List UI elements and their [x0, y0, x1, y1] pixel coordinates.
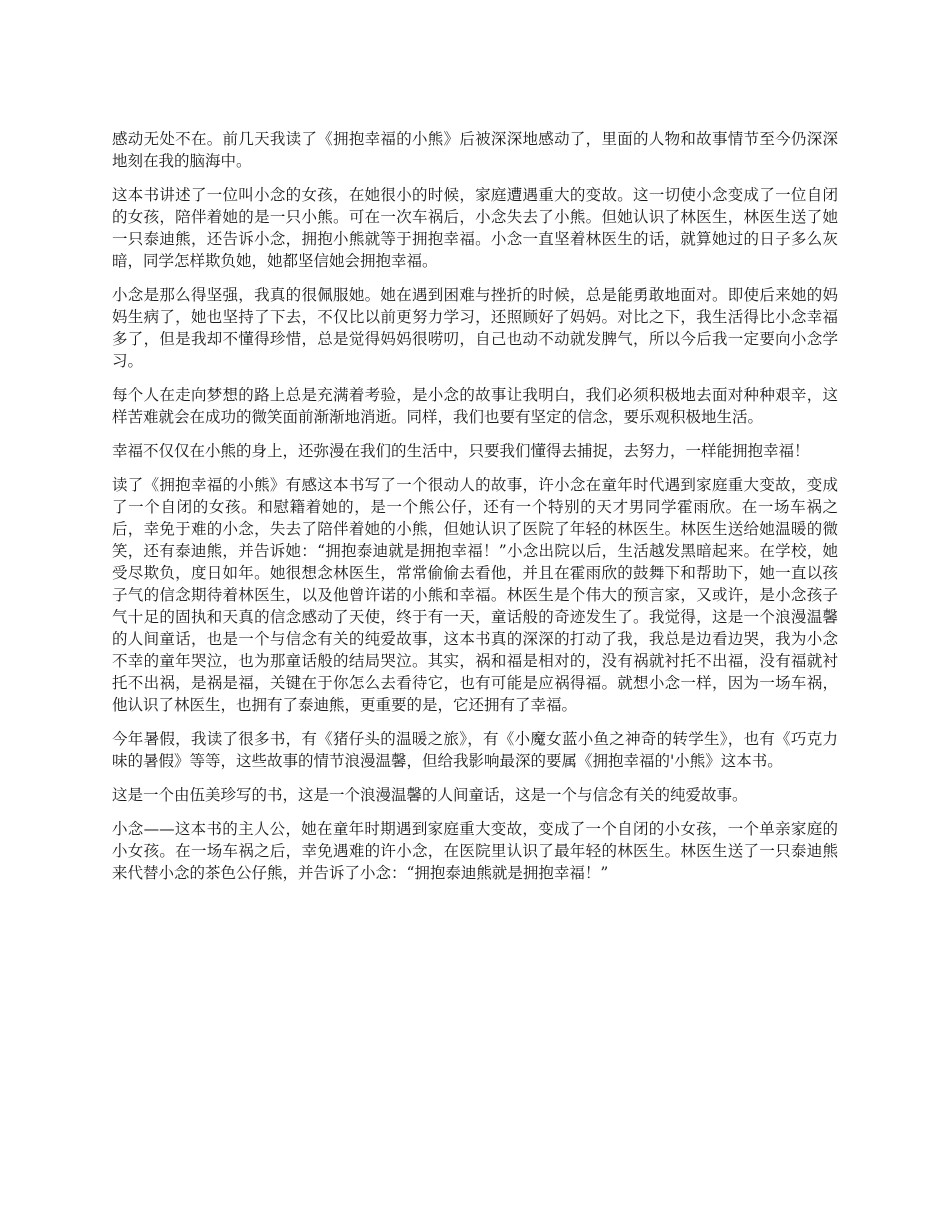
paragraph-8: 这是一个由伍美珍写的书，这是一个浪漫温馨的人间童话，这是一个与信念有关的纯爱故事。 [112, 786, 748, 804]
paragraph-2: 这本书讲述了一位叫小念的女孩，在她很小的时候，家庭遭遇重大的变故。这一切使小念变成了一位自闭的女孩，陪伴着她的是一只小熊。可在一次车祸后，小念失去了小熊。但她认识了林医生，林医生送了她一只泰迪熊，还告诉小念，拥抱小熊就等于拥抱幸福。小念一直坚着林医生的话，就算她过的日子多么灰暗，同学怎样欺负她，她都坚信她会拥抱幸福。 [112, 186, 838, 270]
paragraph-6: 读了《拥抱幸福的小熊》有感这本书写了一个很动人的故事，许小念在童年时代遇到家庭重大变故，变成了一个自闭的女孩。和慰籍着她的，是一个熊公仔，还有一个特别的天才男同学霍雨欣。在一场车祸之后，幸免于难的小念，失去了陪伴着她的小熊，但她认识了医院了年轻的林医生。林医生送给她温暖的微笑，还有泰迪熊，并告诉她：“拥抱泰迪就是拥抱幸福！”小念出院以后，生活越发黑暗起来。在学校，她受尽欺负，度日如年。她很想念林医生，常常偷偷去看他，并且在霍雨欣的鼓舞下和帮助下，她一直以孩子气的信念期待着林医生，以及他曾许诺的小熊和幸福。林医生是个伟大的预言家，又或许，是小念孩子气十足的固执和天真的信念感动了天使，终于有一天，童话般的奇迹发生了。我觉得，这是一个浪漫温馨的人间童话，也是一个与信念有关的纯爱故事，这本书真的深深的打动了我，我总是边看边哭，我为小念不幸的童年哭泣，也为那童话般的结局哭泣。其实，祸和福是相对的，没有祸就衬托不出福，没有福就衬托不出祸，是祸是福，关键在于你怎么去看待它，也有可能是应祸得福。就想小念一样，因为一场车祸，他认识了林医生，也拥有了泰迪熊，更重要的是，它还拥有了幸福。 [112, 476, 838, 714]
paragraph-3: 小念是那么得坚强，我真的很佩服她。她在遇到困难与挫折的时候，总是能勇敢地面对。即使后来她的妈妈生病了，她也坚持了下去，不仅比以前更努力学习，还照顾好了妈妈。对比之下，我生活得比小念幸福多了，但是我却不懂得珍惜，总是觉得妈妈很唠叨，自己也动不动就发脾气，所以今后我一定要向小念学习。 [112, 286, 838, 370]
paragraph-9: 小念——这本书的主人公，她在童年时期遇到家庭重大变故，变成了一个自闭的小女孩，一个单亲家庭的小女孩。在一场车祸之后，幸免遇难的许小念，在医院里认识了最年轻的林医生。林医生送了一只泰迪熊来代替小念的茶色公仔熊，并告诉了小念：“拥抱泰迪熊就是拥抱幸福！” [112, 820, 838, 882]
paragraph-4: 每个人在走向梦想的路上总是充满着考验，是小念的故事让我明白，我们必须积极地去面对种种艰辛，这样苦难就会在成功的微笑面前渐渐地消逝。同样，我们也要有坚定的信念，要乐观积极地生活。 [112, 386, 838, 426]
paragraph-1: 感动无处不在。前几天我读了《拥抱幸福的小熊》后被深深地感动了，里面的人物和故事情节至今仍深深地刻在我的脑海中。 [112, 130, 838, 170]
paragraph-7: 今年暑假，我读了很多书，有《猪仔头的温暖之旅》，有《小魔女蓝小鱼之神奇的转学生》，也有《巧克力味的暑假》等等，这些故事的情节浪漫温馨，但给我影响最深的要属《拥抱幸福的'小熊》这本书。 [112, 730, 838, 770]
paragraph-5: 幸福不仅仅在小熊的身上，还弥漫在我们的生活中，只要我们懂得去捕捉，去努力，一样能拥抱幸福！ [112, 442, 810, 460]
document-body [112, 128, 838, 896]
